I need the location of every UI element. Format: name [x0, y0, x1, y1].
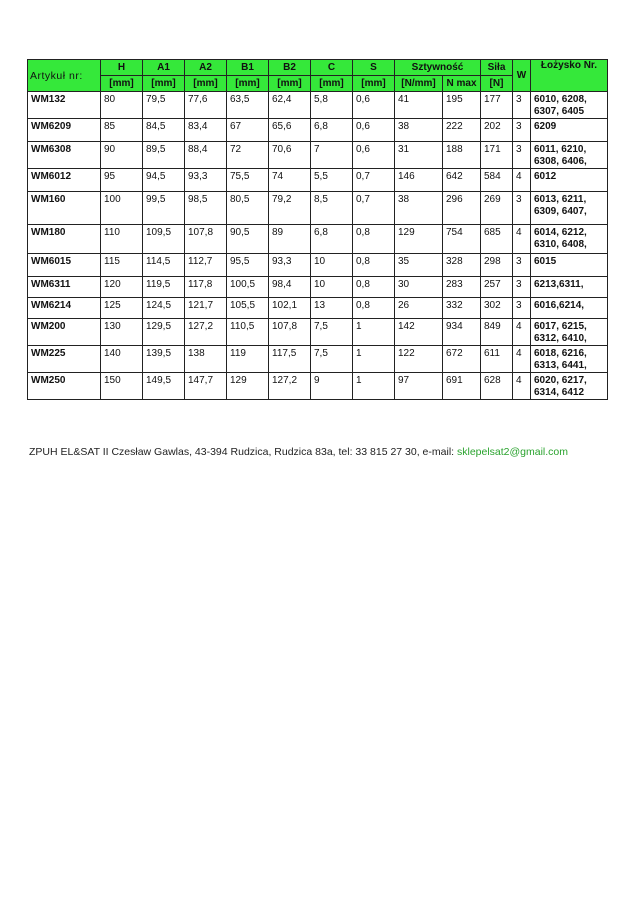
footer-address: ZPUH EL&SAT II Czesław Gawlas, 43-394 Rudzica, Rudzica 83a, tel: 33 815 27 30, e-mail: — [29, 446, 457, 458]
cell-a1: 79,5 — [143, 92, 185, 119]
cell-sila: 269 — [481, 192, 513, 225]
cell-code: WM6015 — [28, 254, 101, 277]
cell-b1: 100,5 — [227, 277, 269, 298]
cell-a1: 124,5 — [143, 298, 185, 319]
cell-c: 10 — [311, 277, 353, 298]
cell-sila: 685 — [481, 225, 513, 254]
cell-b1: 67 — [227, 119, 269, 142]
cell-b2: 102,1 — [269, 298, 311, 319]
cell-s: 0,6 — [353, 92, 395, 119]
header-s: S — [353, 60, 395, 76]
cell-n-max: 332 — [443, 298, 481, 319]
cell-a2: 138 — [185, 346, 227, 373]
cell-c: 9 — [311, 373, 353, 400]
table-header — [28, 60, 608, 92]
cell-sztywnosc: 146 — [395, 169, 443, 192]
cell-b2: 93,3 — [269, 254, 311, 277]
cell-b1: 90,5 — [227, 225, 269, 254]
cell-c: 6,8 — [311, 225, 353, 254]
table-row — [28, 92, 608, 119]
cell-a1: 84,5 — [143, 119, 185, 142]
cell-sztywnosc: 97 — [395, 373, 443, 400]
cell-code: WM200 — [28, 319, 101, 346]
cell-sztywnosc: 26 — [395, 298, 443, 319]
cell-bearing: 6018, 6216, 6313, 6441, — [531, 346, 608, 373]
cell-n-max: 934 — [443, 319, 481, 346]
cell-c: 7,5 — [311, 319, 353, 346]
cell-bearing: 6013, 6211, 6309, 6407, — [531, 192, 608, 225]
cell-s: 0,8 — [353, 254, 395, 277]
cell-a2: 121,7 — [185, 298, 227, 319]
table-body — [28, 92, 608, 400]
cell-b1: 63,5 — [227, 92, 269, 119]
table-row — [28, 298, 608, 319]
cell-code: WM6214 — [28, 298, 101, 319]
header-c: C — [311, 60, 353, 76]
cell-b1: 119 — [227, 346, 269, 373]
cell-a1: 99,5 — [143, 192, 185, 225]
cell-s: 0,6 — [353, 119, 395, 142]
cell-bearing: 6209 — [531, 119, 608, 142]
cell-sila: 584 — [481, 169, 513, 192]
cell-s: 1 — [353, 319, 395, 346]
cell-n-max: 642 — [443, 169, 481, 192]
cell-b1: 95,5 — [227, 254, 269, 277]
cell-sila: 171 — [481, 142, 513, 169]
unit-a1: [mm] — [143, 76, 185, 92]
unit-sila: [N] — [481, 76, 513, 92]
cell-a1: 109,5 — [143, 225, 185, 254]
cell-n-max: 754 — [443, 225, 481, 254]
header-b2: B2 — [269, 60, 311, 76]
bearing-spec-table — [27, 59, 608, 400]
cell-w: 4 — [513, 346, 531, 373]
cell-s: 0,7 — [353, 169, 395, 192]
header-a1: A1 — [143, 60, 185, 76]
cell-sila: 177 — [481, 92, 513, 119]
cell-h: 125 — [101, 298, 143, 319]
cell-a1: 129,5 — [143, 319, 185, 346]
cell-b2: 127,2 — [269, 373, 311, 400]
header-n-max: N max — [443, 76, 481, 92]
cell-w: 3 — [513, 142, 531, 169]
cell-bearing: 6015 — [531, 254, 608, 277]
cell-sila: 611 — [481, 346, 513, 373]
cell-code: WM225 — [28, 346, 101, 373]
cell-b1: 80,5 — [227, 192, 269, 225]
cell-sztywnosc: 30 — [395, 277, 443, 298]
cell-a1: 89,5 — [143, 142, 185, 169]
cell-b2: 62,4 — [269, 92, 311, 119]
cell-bearing: 6011, 6210, 6308, 6406, — [531, 142, 608, 169]
cell-sztywnosc: 122 — [395, 346, 443, 373]
cell-c: 7 — [311, 142, 353, 169]
cell-h: 110 — [101, 225, 143, 254]
cell-code: WM6308 — [28, 142, 101, 169]
cell-sztywnosc: 35 — [395, 254, 443, 277]
header-row-names — [28, 60, 608, 76]
cell-a2: 93,3 — [185, 169, 227, 192]
cell-w: 3 — [513, 254, 531, 277]
company-footer — [29, 446, 568, 458]
header-sztywnosc: Sztywność — [395, 60, 481, 76]
header-w: W — [513, 60, 531, 92]
cell-h: 95 — [101, 169, 143, 192]
cell-code: WM160 — [28, 192, 101, 225]
table-row — [28, 277, 608, 298]
unit-s: [mm] — [353, 76, 395, 92]
cell-b2: 74 — [269, 169, 311, 192]
cell-w: 4 — [513, 319, 531, 346]
cell-c: 8,5 — [311, 192, 353, 225]
cell-h: 100 — [101, 192, 143, 225]
table-row — [28, 119, 608, 142]
unit-c: [mm] — [311, 76, 353, 92]
cell-s: 0,8 — [353, 298, 395, 319]
cell-sztywnosc: 31 — [395, 142, 443, 169]
header-sila: Siła — [481, 60, 513, 76]
cell-w: 4 — [513, 225, 531, 254]
cell-s: 1 — [353, 373, 395, 400]
cell-s: 0,7 — [353, 192, 395, 225]
cell-b2: 70,6 — [269, 142, 311, 169]
cell-w: 4 — [513, 169, 531, 192]
cell-b1: 110,5 — [227, 319, 269, 346]
cell-sila: 628 — [481, 373, 513, 400]
cell-n-max: 222 — [443, 119, 481, 142]
cell-b2: 89 — [269, 225, 311, 254]
table-row — [28, 254, 608, 277]
cell-w: 3 — [513, 92, 531, 119]
header-lozysko: Łożysko Nr. — [531, 60, 608, 92]
header-a2: A2 — [185, 60, 227, 76]
table-row — [28, 373, 608, 400]
cell-sila: 302 — [481, 298, 513, 319]
table-row — [28, 192, 608, 225]
cell-bearing: 6016,6214, — [531, 298, 608, 319]
cell-sztywnosc: 41 — [395, 92, 443, 119]
cell-n-max: 188 — [443, 142, 481, 169]
cell-w: 3 — [513, 298, 531, 319]
cell-sila: 202 — [481, 119, 513, 142]
cell-n-max: 328 — [443, 254, 481, 277]
cell-a2: 147,7 — [185, 373, 227, 400]
cell-a2: 98,5 — [185, 192, 227, 225]
header-h: H — [101, 60, 143, 76]
footer-email-link[interactable]: sklepelsat2@gmail.com — [456, 446, 569, 458]
cell-a2: 83,4 — [185, 119, 227, 142]
spec-sheet — [27, 59, 607, 400]
cell-a1: 119,5 — [143, 277, 185, 298]
cell-b1: 105,5 — [227, 298, 269, 319]
cell-n-max: 672 — [443, 346, 481, 373]
cell-code: WM132 — [28, 92, 101, 119]
table-row — [28, 225, 608, 254]
cell-b2: 98,4 — [269, 277, 311, 298]
cell-w: 4 — [513, 373, 531, 400]
cell-s: 1 — [353, 346, 395, 373]
cell-a1: 94,5 — [143, 169, 185, 192]
cell-a2: 127,2 — [185, 319, 227, 346]
cell-h: 90 — [101, 142, 143, 169]
cell-a2: 117,8 — [185, 277, 227, 298]
cell-h: 80 — [101, 92, 143, 119]
cell-h: 150 — [101, 373, 143, 400]
cell-sztywnosc: 38 — [395, 119, 443, 142]
cell-a2: 77,6 — [185, 92, 227, 119]
unit-b1: [mm] — [227, 76, 269, 92]
header-b1: B1 — [227, 60, 269, 76]
cell-h: 120 — [101, 277, 143, 298]
cell-sztywnosc: 129 — [395, 225, 443, 254]
cell-sztywnosc: 142 — [395, 319, 443, 346]
cell-b2: 117,5 — [269, 346, 311, 373]
cell-c: 7,5 — [311, 346, 353, 373]
cell-b1: 129 — [227, 373, 269, 400]
cell-a1: 114,5 — [143, 254, 185, 277]
cell-h: 115 — [101, 254, 143, 277]
cell-bearing: 6014, 6212, 6310, 6408, — [531, 225, 608, 254]
cell-b2: 79,2 — [269, 192, 311, 225]
cell-c: 5,5 — [311, 169, 353, 192]
cell-w: 3 — [513, 119, 531, 142]
cell-h: 140 — [101, 346, 143, 373]
header-artykul: Artykuł nr: — [28, 60, 101, 92]
unit-sztywnosc: [N/mm] — [395, 76, 443, 92]
cell-code: WM6209 — [28, 119, 101, 142]
cell-n-max: 296 — [443, 192, 481, 225]
cell-sila: 257 — [481, 277, 513, 298]
table-row — [28, 169, 608, 192]
cell-n-max: 691 — [443, 373, 481, 400]
cell-h: 130 — [101, 319, 143, 346]
cell-c: 5,8 — [311, 92, 353, 119]
cell-c: 10 — [311, 254, 353, 277]
cell-b2: 65,6 — [269, 119, 311, 142]
cell-sila: 849 — [481, 319, 513, 346]
cell-bearing: 6017, 6215, 6312, 6410, — [531, 319, 608, 346]
cell-s: 0,8 — [353, 225, 395, 254]
cell-s: 0,8 — [353, 277, 395, 298]
cell-a1: 139,5 — [143, 346, 185, 373]
table-row — [28, 142, 608, 169]
cell-n-max: 283 — [443, 277, 481, 298]
cell-c: 6,8 — [311, 119, 353, 142]
cell-bearing: 6213,6311, — [531, 277, 608, 298]
cell-sztywnosc: 38 — [395, 192, 443, 225]
cell-code: WM180 — [28, 225, 101, 254]
unit-b2: [mm] — [269, 76, 311, 92]
cell-n-max: 195 — [443, 92, 481, 119]
cell-b1: 75,5 — [227, 169, 269, 192]
cell-bearing: 6010, 6208, 6307, 6405 — [531, 92, 608, 119]
unit-a2: [mm] — [185, 76, 227, 92]
cell-a2: 107,8 — [185, 225, 227, 254]
cell-b1: 72 — [227, 142, 269, 169]
cell-a2: 88,4 — [185, 142, 227, 169]
cell-b2: 107,8 — [269, 319, 311, 346]
cell-sila: 298 — [481, 254, 513, 277]
unit-h: [mm] — [101, 76, 143, 92]
cell-code: WM6311 — [28, 277, 101, 298]
table-row — [28, 346, 608, 373]
cell-w: 3 — [513, 277, 531, 298]
cell-w: 3 — [513, 192, 531, 225]
cell-a1: 149,5 — [143, 373, 185, 400]
cell-code: WM250 — [28, 373, 101, 400]
table-row — [28, 319, 608, 346]
cell-bearing: 6020, 6217, 6314, 6412 — [531, 373, 608, 400]
cell-code: WM6012 — [28, 169, 101, 192]
cell-a2: 112,7 — [185, 254, 227, 277]
cell-h: 85 — [101, 119, 143, 142]
cell-c: 13 — [311, 298, 353, 319]
cell-bearing: 6012 — [531, 169, 608, 192]
cell-s: 0,6 — [353, 142, 395, 169]
